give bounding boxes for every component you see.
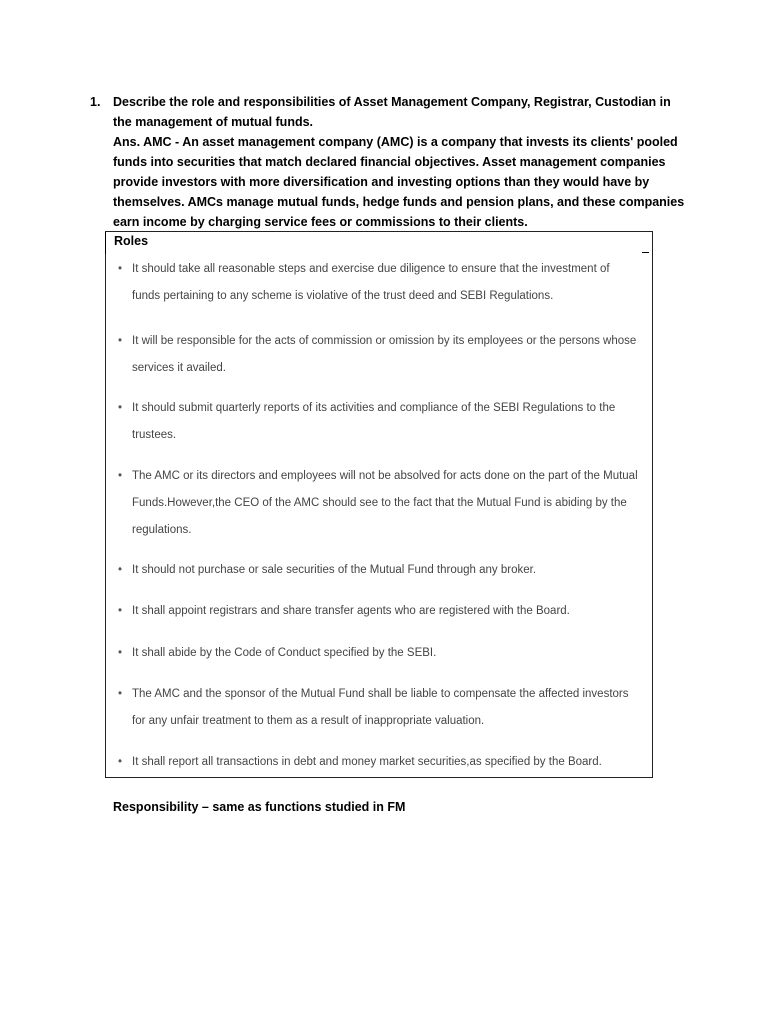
- role-item-text: It shall report all transactions in debt and money market securities,as specified by the Board.: [132, 756, 602, 768]
- role-item: [118, 557, 638, 584]
- bullet-icon: •: [118, 647, 123, 659]
- box-corner-mark-right: [642, 252, 649, 253]
- bullet-icon: •: [118, 470, 123, 482]
- question-number: 1.: [90, 95, 101, 109]
- role-item-text: It will be responsible for the acts of commission or omission by its employees or the persons whose services it availed.: [132, 335, 637, 374]
- role-item-text: It should take all reasonable steps and exercise due diligence to ensure that the investment of funds pertaining to any scheme is violative of the trust deed and SEBI Regulations.: [132, 263, 610, 302]
- role-item: [118, 749, 638, 776]
- role-item-text: It shall abide by the Code of Conduct specified by the SEBI.: [132, 647, 437, 659]
- role-item-text: The AMC or its directors and employees will not be absolved for acts done on the part of the Mutual Funds.However,the CEO of the AMC should see to the fact that the Mutual Fund is abiding by the regulations.: [132, 470, 638, 536]
- role-item: [118, 463, 638, 544]
- responsibility-line: Responsibility – same as functions studied in FM: [113, 800, 406, 814]
- bullet-icon: •: [118, 263, 123, 275]
- question-body: [113, 92, 690, 232]
- bullet-icon: •: [118, 335, 123, 347]
- role-item-text: It should not purchase or sale securities of the Mutual Fund through any broker.: [132, 564, 537, 576]
- question-row: [90, 92, 690, 232]
- roles-title: Roles: [114, 234, 149, 248]
- role-item-text: It should submit quarterly reports of its activities and compliance of the SEBI Regulations to the trustees.: [132, 402, 616, 441]
- bullet-icon: •: [118, 402, 123, 414]
- answer-text: Ans. AMC - An asset management company (AMC) is a company that invests its clients' pooled funds into securities that match declared financial objectives. Asset management companies provide investors with more diversification and investing options than they would have by themselves. AMCs manage mutual funds, hedge funds and pension plans, and these companies earn income by charging service fees or commissions to their clients.: [113, 135, 685, 229]
- role-item: [118, 681, 638, 735]
- question-block: [90, 92, 690, 232]
- bullet-icon: •: [118, 756, 123, 768]
- role-item: [118, 640, 638, 667]
- role-item-text: The AMC and the sponsor of the Mutual Fund shall be liable to compensate the affected investors for any unfair treatment to them as a result of inappropriate valuation.: [132, 688, 629, 727]
- bullet-icon: •: [118, 605, 123, 617]
- bullet-icon: •: [118, 688, 123, 700]
- role-item: [118, 256, 638, 310]
- role-item: [118, 395, 638, 449]
- roles-box: [105, 231, 653, 778]
- role-item: [118, 598, 638, 625]
- question-title: Describe the role and responsibilities of Asset Management Company, Registrar, Custodian in the management of mutual funds.: [113, 95, 671, 129]
- box-corner-mark-left: [105, 232, 106, 254]
- role-item: [118, 328, 638, 382]
- role-item-text: It shall appoint registrars and share transfer agents who are registered with the Board.: [132, 605, 570, 617]
- bullet-icon: •: [118, 564, 123, 576]
